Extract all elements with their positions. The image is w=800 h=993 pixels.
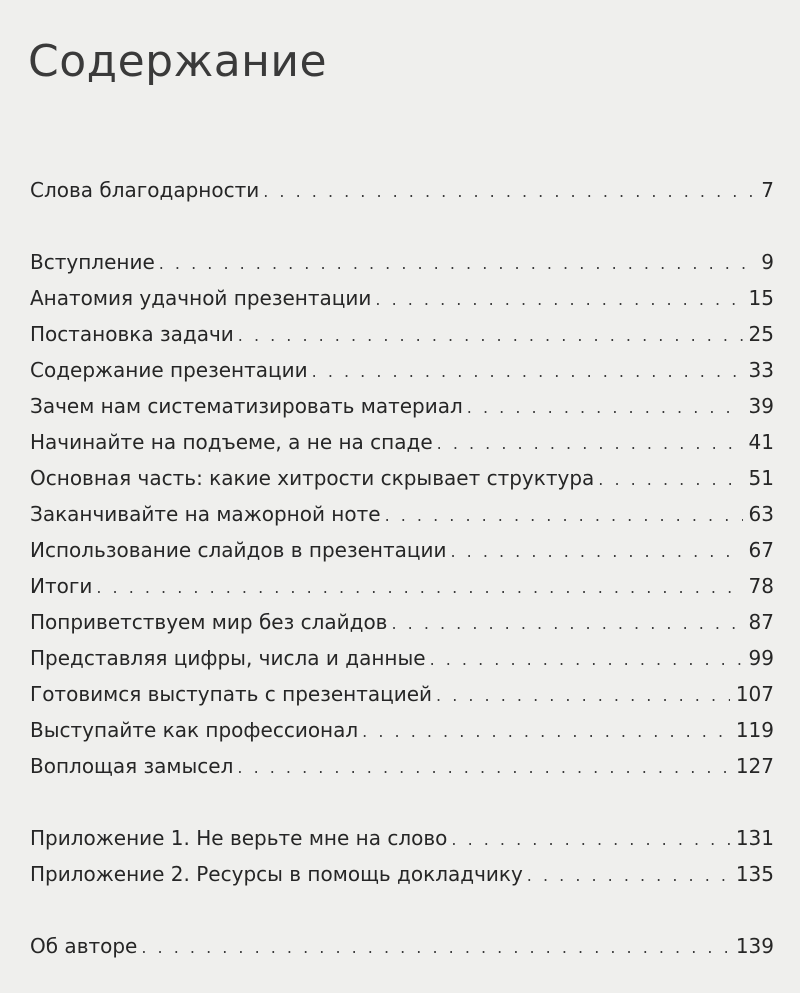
toc-dot-leader: [237, 750, 729, 786]
toc-page-number: 25: [748, 322, 774, 346]
toc-entry: [30, 712, 774, 748]
page-title: Содержание: [28, 36, 328, 87]
toc-page-number: 41: [748, 430, 774, 454]
toc-dot-leader: [159, 246, 756, 282]
toc-page-number: 63: [748, 502, 774, 526]
toc-dot-leader: [450, 534, 742, 570]
toc-dot-leader: [263, 174, 755, 210]
toc-entry-title: Заканчивайте на мажорной ноте: [30, 502, 381, 526]
toc-page-number: 127: [735, 754, 774, 778]
toc-entry: [30, 856, 774, 892]
toc-dot-leader: [430, 642, 743, 678]
toc-page-number: 107: [735, 682, 774, 706]
toc-dot-leader: [375, 282, 742, 318]
toc-entry: [30, 640, 774, 676]
toc-page-number: 15: [748, 286, 774, 310]
toc-entry: [30, 280, 774, 316]
toc-entry-title: Приложение 1. Не верьте мне на слово: [30, 826, 448, 850]
toc-entry: [30, 820, 774, 856]
toc-entry-title: Начинайте на подъеме, а не на спаде: [30, 430, 433, 454]
toc-entry-title: Содержание презентации: [30, 358, 308, 382]
toc-entry: [30, 388, 774, 424]
toc-entry-title: Итоги: [30, 574, 93, 598]
toc-page-number: 78: [748, 574, 774, 598]
toc-page-number: 9: [761, 250, 774, 274]
toc-page-number: 67: [748, 538, 774, 562]
toc-page-number: 135: [735, 862, 774, 886]
toc-dot-leader: [467, 390, 743, 426]
toc-entry: [30, 460, 774, 496]
toc-entry: [30, 244, 774, 280]
toc-group-appendices: [30, 820, 774, 892]
toc-entry: [30, 604, 774, 640]
table-of-contents: [30, 172, 774, 964]
toc-entry-title: Готовимся выступать с презентацией: [30, 682, 433, 706]
toc-entry: [30, 748, 774, 784]
toc-page-number: 51: [748, 466, 774, 490]
toc-page-number: 131: [735, 826, 774, 850]
toc-dot-leader: [436, 678, 730, 714]
toc-entry-title: Поприветствуем мир без слайдов: [30, 610, 388, 634]
toc-dot-leader: [96, 570, 742, 606]
toc-dot-leader: [312, 354, 743, 390]
toc-entry: [30, 496, 774, 532]
toc-page-number: 39: [748, 394, 774, 418]
toc-page-number: 119: [735, 718, 774, 742]
toc-entry: [30, 424, 774, 460]
toc-group-front: [30, 172, 774, 208]
toc-page-number: 7: [761, 178, 774, 202]
toc-dot-leader: [385, 498, 743, 534]
toc-entry-title: Об авторе: [30, 934, 138, 958]
toc-entry-title: Слова благодарности: [30, 178, 260, 202]
toc-dot-leader: [141, 930, 729, 966]
toc-entry-title: Основная часть: какие хитрости скрывает структура: [30, 466, 595, 490]
toc-entry-title: Вступление: [30, 250, 155, 274]
toc-page-number: 139: [735, 934, 774, 958]
toc-entry: [30, 316, 774, 352]
toc-entry-title: Постановка задачи: [30, 322, 234, 346]
toc-group-chapters: [30, 244, 774, 784]
toc-entry: [30, 352, 774, 388]
toc-page-number: 99: [748, 646, 774, 670]
toc-dot-leader: [598, 462, 742, 498]
toc-entry-title: Зачем нам систематизировать материал: [30, 394, 463, 418]
toc-entry: [30, 928, 774, 964]
toc-dot-leader: [451, 822, 729, 858]
toc-page-number: 33: [748, 358, 774, 382]
toc-entry: [30, 172, 774, 208]
toc-dot-leader: [527, 858, 730, 894]
toc-entry-title: Воплощая замысел: [30, 754, 234, 778]
toc-entry: [30, 568, 774, 604]
toc-dot-leader: [238, 318, 743, 354]
toc-dot-leader: [391, 606, 742, 642]
toc-page-number: 87: [748, 610, 774, 634]
toc-dot-leader: [362, 714, 730, 750]
toc-entry-title: Анатомия удачной презентации: [30, 286, 372, 310]
toc-entry-title: Использование слайдов в презентации: [30, 538, 447, 562]
toc-entry: [30, 676, 774, 712]
toc-entry-title: Приложение 2. Ресурсы в помощь докладчику: [30, 862, 523, 886]
toc-entry-title: Представляя цифры, числа и данные: [30, 646, 426, 670]
toc-dot-leader: [437, 426, 743, 462]
toc-entry: [30, 532, 774, 568]
toc-entry-title: Выступайте как профессионал: [30, 718, 359, 742]
toc-group-back: [30, 928, 774, 964]
